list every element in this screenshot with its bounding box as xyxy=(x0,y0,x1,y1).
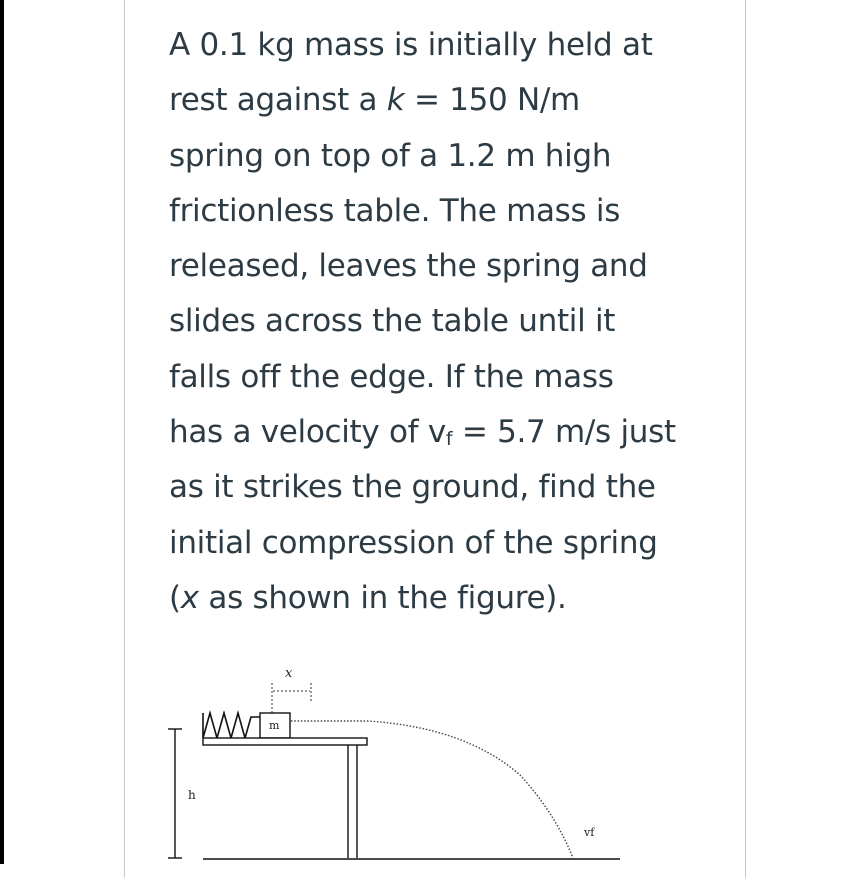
problem-line-6: slides across the table until it xyxy=(169,303,616,340)
problem-line-5: released, leaves the spring and xyxy=(169,248,648,285)
left-edge-bar xyxy=(0,0,4,864)
final-velocity-label: vf xyxy=(584,826,595,839)
problem-line-8: has a velocity of $v_f = 5.7$ m/s just xyxy=(169,414,676,451)
velocity-subscript: f xyxy=(445,428,453,451)
spring-icon xyxy=(203,713,260,738)
spring-table-figure xyxy=(160,655,620,864)
problem-line-1: A 0.1 kg mass is initially held at xyxy=(169,27,653,63)
problem-line-10: initial compression of the spring xyxy=(169,524,658,561)
height-label: h xyxy=(188,788,196,802)
compression-var: x xyxy=(180,579,199,616)
table-top xyxy=(203,738,367,745)
mass-label: m xyxy=(269,719,280,732)
spring-constant-var: k xyxy=(386,82,405,119)
problem-line-9: as it strikes the ground, find the xyxy=(169,469,656,506)
problem-statement xyxy=(169,18,729,626)
problem-line-3: spring on top of a 1.2 m high xyxy=(169,137,612,174)
problem-line-11: (x as shown in the figure). xyxy=(169,579,567,616)
compression-bracket xyxy=(272,683,311,701)
problem-line-2: rest against a k = 150 N/m xyxy=(169,82,580,119)
problem-line-7: falls off the edge. If the mass xyxy=(169,358,614,395)
problem-line-4: frictionless table. The mass is xyxy=(169,192,621,229)
x-label: x xyxy=(285,666,293,681)
height-dimension xyxy=(168,729,182,858)
